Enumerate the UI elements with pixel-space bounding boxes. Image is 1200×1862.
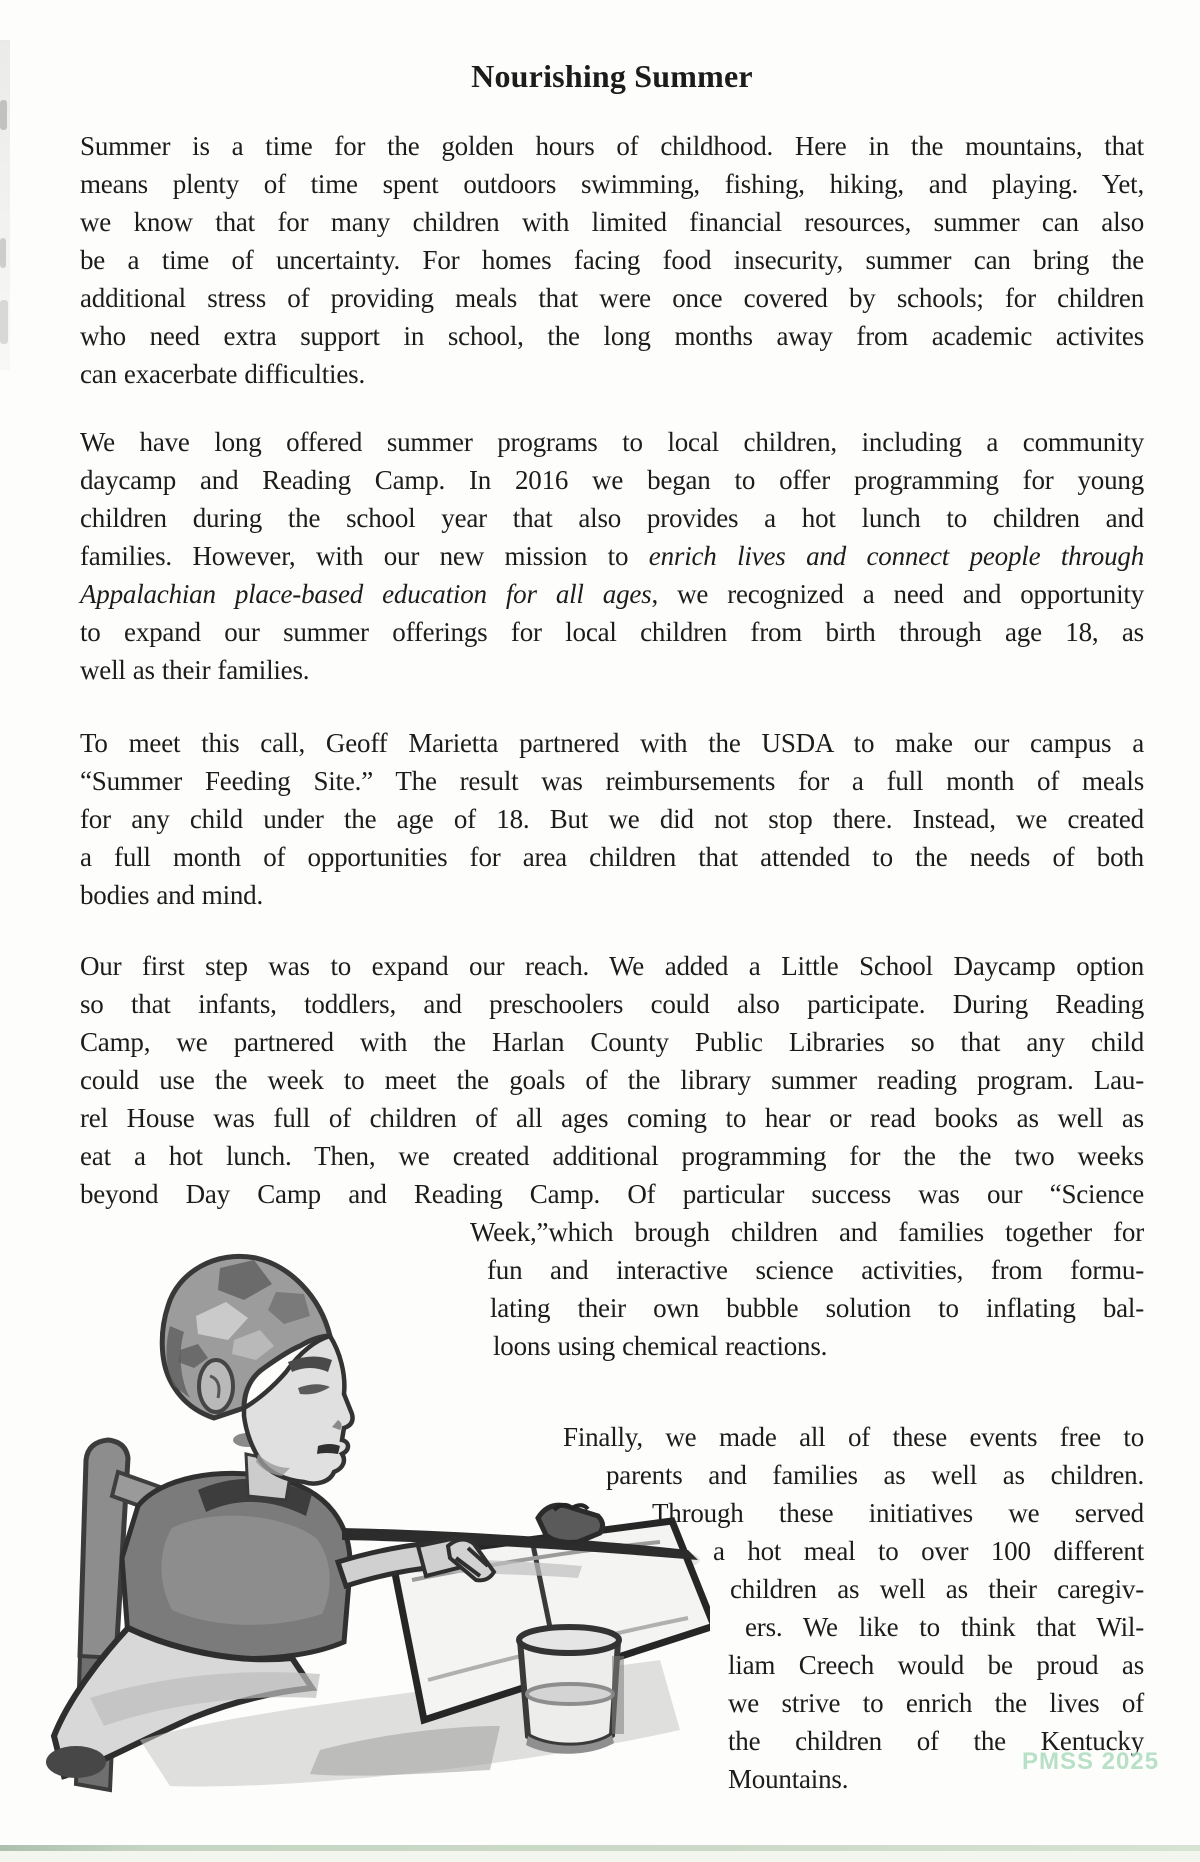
text-segment: bodies and mind. [80, 880, 264, 910]
water-glass [519, 1627, 624, 1754]
paragraph-line [80, 1061, 1144, 1099]
text-segment: we strive to enrich the lives of [728, 1688, 1144, 1718]
text-segment: Camp, we partnered with the Harlan County Public Libraries so that any child [80, 1027, 1144, 1057]
text-segment: fun and interactive science activities, from formu- [487, 1255, 1144, 1285]
paragraph-line [80, 838, 1144, 876]
text-segment: rel House was full of children of all ages coming to hear or read books as well as [80, 1103, 1144, 1133]
boy-head [162, 1256, 352, 1483]
text-segment: Mountains. [728, 1764, 849, 1794]
scan-watermark: PMSS 2025 [1022, 1748, 1160, 1775]
text-segment: parents and families as well as children. [606, 1460, 1144, 1490]
text-segment: Week,”which brough children and families together for [470, 1217, 1144, 1247]
paragraph-line [80, 241, 1144, 279]
text-segment: so that infants, toddlers, and preschoolers could also participate. During Reading [80, 989, 1144, 1019]
boy-torso [122, 1473, 350, 1658]
boy-reading-illustration [20, 1228, 710, 1830]
paragraph-line [80, 127, 1144, 165]
text-segment: children during the school year that also provides a hot lunch to children and [80, 503, 1144, 533]
mouth [317, 1444, 340, 1454]
text-segment: Our first step was to expand our reach. We added a Little School Daycamp option [80, 951, 1144, 981]
text-segment: We have long offered summer programs to local children, including a community [80, 427, 1144, 457]
text-segment: ers. We like to think that Wil- [745, 1612, 1144, 1642]
text-segment: families. However, with our new mission to [80, 541, 649, 571]
paragraph-line [80, 279, 1144, 317]
text-segment: we know that for many children with limited financial resources, summer can also [80, 207, 1144, 237]
paragraph-line [80, 1137, 1144, 1175]
text-segment: To meet this call, Geoff Marietta partnered with the USDA to make our campus a [80, 728, 1144, 758]
scan-edge-artifact [0, 300, 8, 344]
text-segment: “Summer Feeding Site.” The result was reimbursements for a full month of meals [80, 766, 1144, 796]
text-segment: can exacerbate difficulties. [80, 359, 365, 389]
paragraph-line [80, 1099, 1144, 1137]
paragraph-line [80, 203, 1144, 241]
text-segment: loons using chemical reactions. [493, 1331, 828, 1361]
paragraph-line [80, 800, 1144, 838]
paragraph-line [80, 613, 1144, 651]
paragraph-line [730, 1570, 1144, 1608]
paragraph-line [80, 762, 1144, 800]
text-segment: , we recognized a need and opportunity [651, 579, 1144, 609]
paragraph-line [80, 724, 1144, 762]
article-title: Nourishing Summer [471, 58, 753, 94]
paragraph-line [728, 1646, 1144, 1684]
text-segment: the children of the Kentucky [728, 1726, 1144, 1756]
text-segment: a hot meal to over 100 different [713, 1536, 1144, 1566]
paragraph-line [80, 575, 1144, 613]
text-segment: Summer is a time for the golden hours of childhood. Here in the mountains, that [80, 131, 1144, 161]
paragraph-1 [80, 127, 1144, 393]
text-segment: for any child under the age of 18. But we did not stop there. Instead, we created [80, 804, 1144, 834]
text-segment: lating their own bubble solution to inflating bal- [490, 1293, 1144, 1323]
text-segment: Through these initiatives we served [652, 1498, 1144, 1528]
text-segment: additional stress of providing meals that were once covered by schools; for children [80, 283, 1144, 313]
text-segment: liam Creech would be proud as [728, 1650, 1144, 1680]
paragraph-line [80, 1023, 1144, 1061]
text-segment: eat a hot lunch. Then, we created additional programming for the the two weeks [80, 1141, 1144, 1171]
italic-text-segment: Appalachian place-based education for all ages [80, 579, 652, 609]
page-bottom-strip [0, 1851, 1200, 1862]
paragraph-line [728, 1684, 1144, 1722]
paragraph-line [80, 317, 1144, 355]
paragraph-line [80, 537, 1144, 575]
paragraph-line [80, 876, 1144, 914]
paragraph-2 [80, 423, 1144, 689]
text-segment: a full month of opportunities for area children that attended to the needs of both [80, 842, 1144, 872]
paragraph-line [80, 461, 1144, 499]
paragraph-line [745, 1608, 1144, 1646]
paragraph-line [80, 985, 1144, 1023]
scan-edge-artifact [0, 238, 6, 268]
scan-edge-artifact [0, 100, 7, 130]
text-segment: well as their families. [80, 655, 310, 685]
ear [199, 1360, 233, 1412]
paragraph-line [80, 651, 1144, 689]
italic-text-segment: enrich lives and connect people through [648, 541, 1144, 571]
paragraph-line [80, 165, 1144, 203]
paragraph-line [713, 1532, 1144, 1570]
text-segment: children as well as their caregiv- [730, 1574, 1144, 1604]
text-segment: to expand our summer offerings for local children from birth through age 18, as [80, 617, 1144, 647]
paragraph-line [80, 1175, 1144, 1213]
text-segment: daycamp and Reading Camp. In 2016 we began to offer programming for young [80, 465, 1144, 495]
text-segment: beyond Day Camp and Reading Camp. Of particular success was our “Science [80, 1179, 1144, 1209]
paragraph-line [80, 947, 1144, 985]
paragraph-line [652, 1494, 1144, 1532]
text-segment: be a time of uncertainty. For homes facing food insecurity, summer can bring the [80, 245, 1144, 275]
paragraph-line [80, 423, 1144, 461]
paragraph-line [80, 355, 1144, 393]
text-segment: who need extra support in school, the long months away from academic activites [80, 321, 1144, 351]
paragraph-3 [80, 724, 1144, 914]
text-segment: Finally, we made all of these events free to [563, 1422, 1144, 1452]
text-segment: means plenty of time spent outdoors swimming, fishing, hiking, and playing. Yet, [80, 169, 1144, 199]
paragraph-line [80, 499, 1144, 537]
text-segment: could use the week to meet the goals of the library summer reading program. Lau- [80, 1065, 1144, 1095]
